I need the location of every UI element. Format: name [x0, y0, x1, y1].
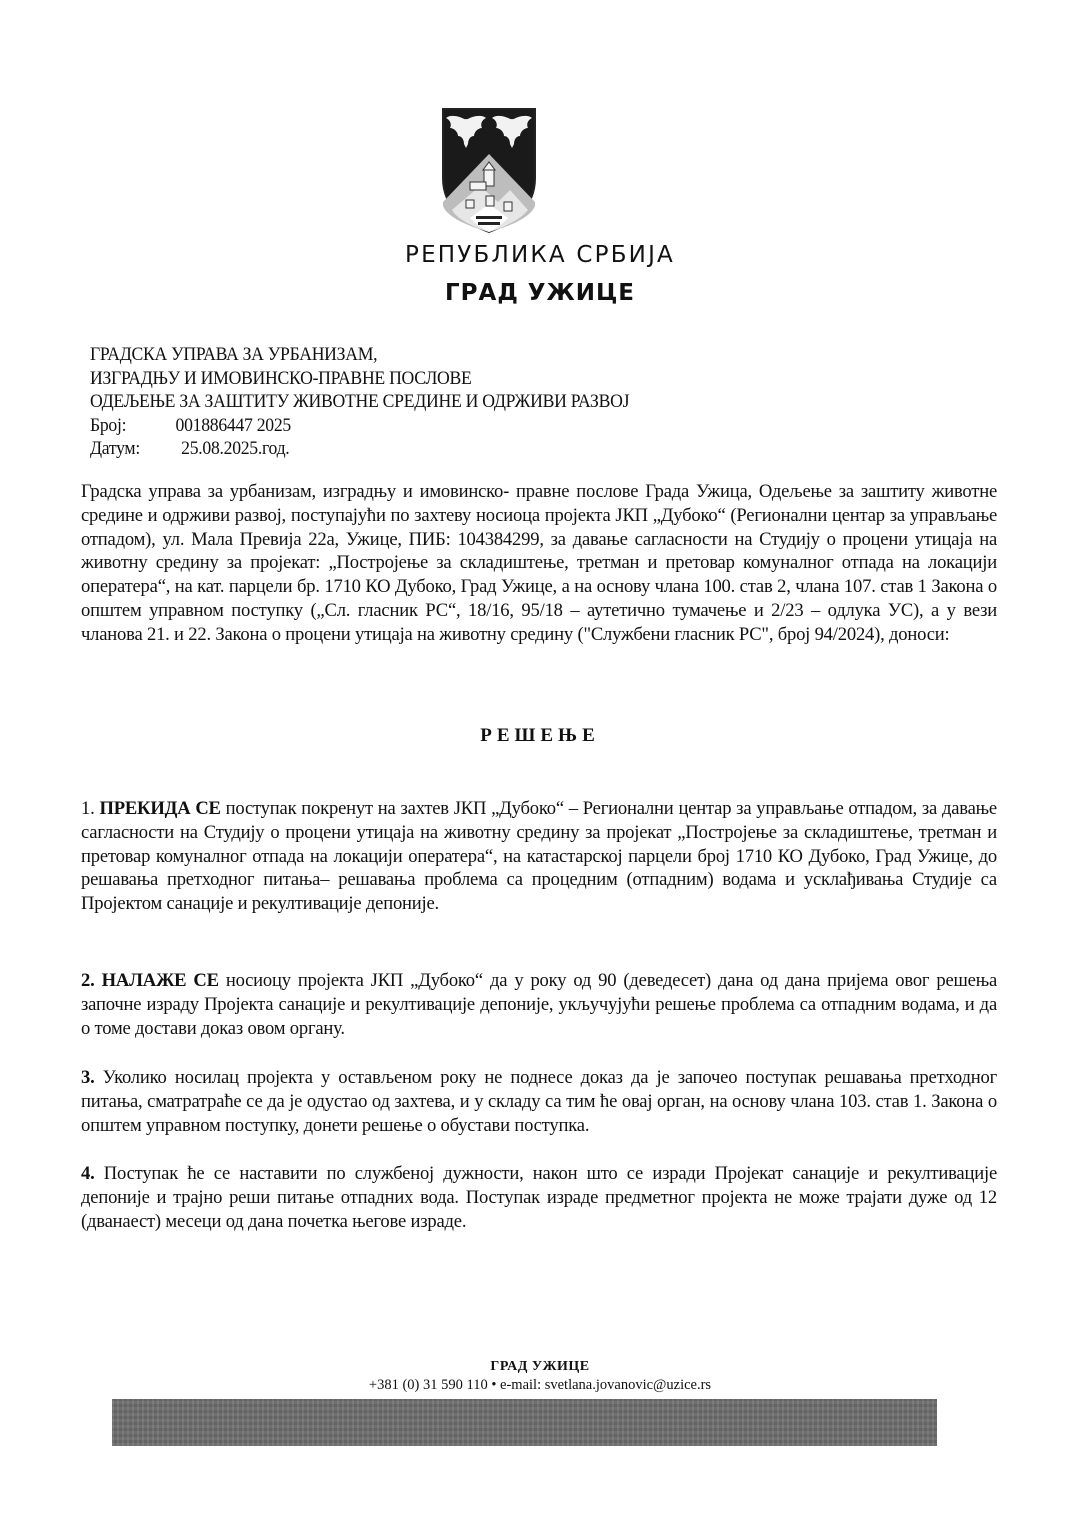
department-block	[90, 343, 629, 461]
intro-paragraph: Градска управа за урбанизам, изградњу и имовинско- правне послове Града Ужица, Одељење за заштиту животне средине и одрживи развој, поступајући по захтеву носиоца пројекта ЈКП „Дубоко“ (Регионални центар за управљање отпадом), ул. Мала Превија 22а, Ужице, ПИБ: 104384299, за давање сагласности на Студију о процени утицаја на животну средину за пројекат: „Постројење за складиштење, третман и претовар комуналног отпада на локацији оператера“, на кат. парцели бр. 1710 КО Дубоко, Град Ужице, а на основу члана 100. став 2, члана 107. став 1 Закона о општем управном поступку („Сл. гласник РС“, 18/16, 95/18 – аутетично тумачење и 2/23 – одлука УС), а у вези чланова 21. и 22. Закона о процени утицаја на животну средину ("Службени гласник РС", број 94/2024), доноси:	[81, 481, 997, 645]
footer-contact: +381 (0) 31 590 110 • e-mail: svetlana.jovanovic@uzice.rs	[368, 1377, 712, 1393]
document-number-value: 001886447 2025	[175, 414, 291, 436]
item-number: 2.	[81, 970, 95, 991]
item-number: 4.	[81, 1163, 95, 1184]
decision-item-3	[81, 1066, 997, 1137]
footer-city: ГРАД УЖИЦЕ	[490, 1359, 590, 1374]
decision-item-2	[81, 969, 997, 1040]
department-line: ИЗГРАДЊУ И ИМОВИНСКО-ПРАВНЕ ПОСЛОВЕ	[90, 367, 472, 389]
decision-title: РЕШЕЊЕ	[480, 725, 600, 746]
document-date-value: 25.08.2025.год.	[181, 438, 290, 459]
decision-item-4	[81, 1162, 997, 1233]
department-line: ОДЕЉЕЊЕ ЗА ЗАШТИТУ ЖИВОТНЕ СРЕДИНЕ И ОДРЖИВИ РАЗВОЈ	[90, 391, 630, 412]
item-text: поступак покренут на захтев ЈКП „Дубоко“ – Регионални центар за управљање отпадом, за давање сагласности на Студију о процени утицаја на животну средину за пројекат „Постројење за складиштење, третман и претовар комуналног отпада на локацији оператера“, на катастарској парцели број 1710 КО Дубоко, Град Ужице, до решавања претходног питања– решавања проблема са процедним (отпадним) водама и усклађивања Студије са Пројектом санације и рекултивације депоније.	[81, 798, 997, 915]
decision-item-1	[81, 797, 997, 916]
document-number-row	[90, 414, 629, 438]
department-line: ГРАДСКА УПРАВА ЗА УРБАНИЗАМ,	[90, 344, 378, 365]
document-number-label: Број:	[90, 414, 127, 436]
footer-band	[112, 1399, 937, 1446]
item-number: 3.	[81, 1067, 95, 1088]
item-lead: НАЛАЖЕ СЕ	[101, 970, 219, 991]
document-date-row	[90, 437, 629, 461]
document-date-label: Датум:	[90, 438, 140, 459]
city-coat-of-arms-icon	[440, 106, 538, 234]
item-text: Поступак ће се наставити по службеној дужности, након што се изради Пројекат санације и рекултивације депоније и трајно реши питање отпадних вода. Поступак израде предметног пројекта не може трајати дуже од 12 (дванаест) месеци од дана почетка његове израде.	[81, 1163, 997, 1232]
item-text: носиоцу пројекта ЈКП „Дубоко“ да у року од 90 (деведесет) дана од дана пријема овог решења започне израду Пројекта санације и рекултивације депоније, укључујући решење проблема са отпадним водама, и да о томе достави доказ овом органу.	[81, 970, 997, 1039]
header-city: ГРАД УЖИЦЕ	[445, 280, 635, 306]
item-number: 1.	[81, 798, 95, 819]
item-lead: ПРЕКИДА СЕ	[99, 798, 221, 819]
item-text: Уколико носилац пројекта у остављеном року не поднесе доказ да је започео поступак решавања претходног питања, сматратраће се да је одустао од захтева, и у складу са тим ће овај орган, на основу члана 103. став 1. Закона о општем управном поступку, донети решење о обустави поступка.	[81, 1067, 997, 1136]
header-republic: РЕПУБЛИКА СРБИЈА	[405, 242, 675, 268]
